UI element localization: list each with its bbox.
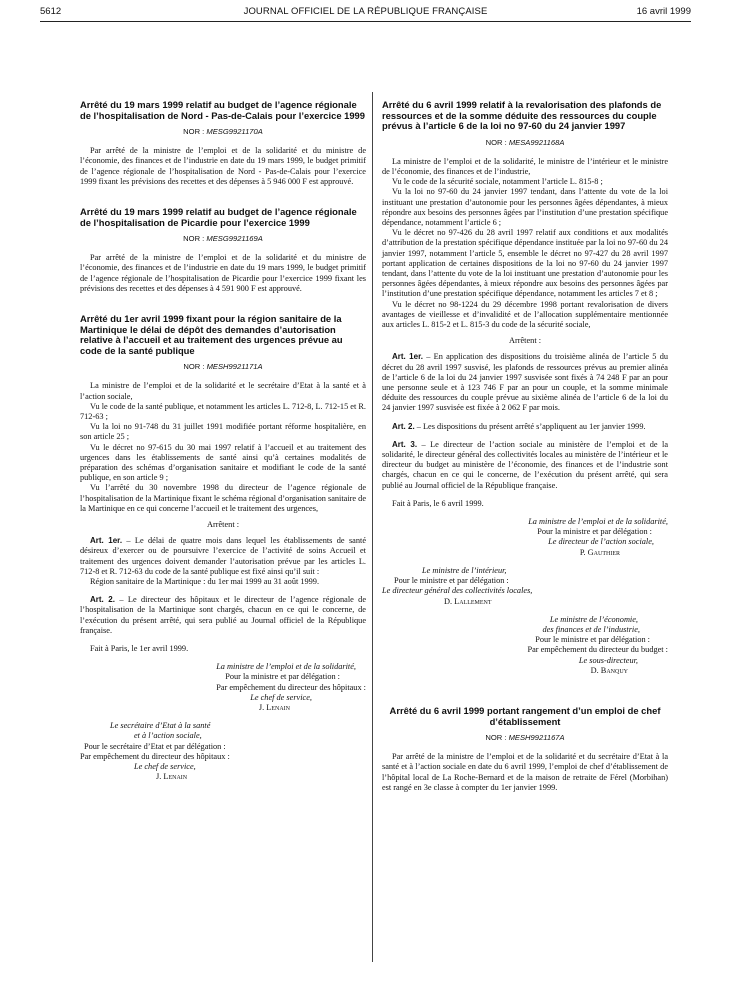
nor-prefix: NOR : bbox=[183, 127, 207, 137]
arretent-heading: Arrêtent : bbox=[508, 336, 542, 346]
article-nord-pas-de-calais bbox=[80, 100, 366, 187]
signing-place-date: Fait à Paris, le 1er avril 1999. bbox=[90, 644, 189, 654]
signature-line: Pour la ministre et par délégation : bbox=[225, 672, 340, 682]
signature-line: et à l’action sociale, bbox=[134, 731, 202, 741]
nor-prefix: NOR : bbox=[183, 234, 207, 244]
journal-title: JOURNAL OFFICIEL DE LA RÉPUBLIQUE FRANÇAISE bbox=[243, 6, 488, 17]
visa: Vu le décret no 97-426 du 28 avril 1997 relatif aux conditions et aux modalités d’attribution de la prestation spécifique dépendance instituée par la loi no 97-60 du 24 janvier 1997, notamment l’article 5, ensemble le décret no 97-427 du 28 avril 1997 portant application de certaines dispositions de la loi no 97-60 du 24 janvier 1997 tendant, dans l’attente du vote de la loi instituant une prestation d’autonomie pour les personnes âgées dépendantes, à mieux répondre aux besoins des personnes âgées par l’institution d’une prestation spécifique dépendance, notamment les articles 7 et 8 ; bbox=[382, 228, 668, 299]
nor-reference bbox=[80, 362, 366, 371]
article-label: Art. 1er. bbox=[392, 352, 423, 362]
visa: Vu la loi no 91-748 du 31 juillet 1991 modifiée portant réforme hospitalière, en son article 25 ; bbox=[80, 422, 366, 442]
signature-line: Pour le secrétaire d’Etat et par délégation : bbox=[84, 741, 226, 751]
preamble: La ministre de l’emploi et de la solidarité et le secrétaire d’Etat à la santé et à l’action sociale, bbox=[80, 381, 366, 401]
signatory-name: J. Lenain bbox=[156, 772, 188, 782]
article-title: Arrêté du 19 mars 1999 relatif au budget de l’agence régionale de l’hospitalisation de Nord - Pas-de-Calais pour l’exercice 1999 bbox=[80, 99, 365, 121]
article-martinique bbox=[80, 314, 366, 782]
nor-code: MESA9921168A bbox=[508, 137, 565, 147]
preamble: La ministre de l’emploi et de la solidarité, le ministre de l’intérieur et le ministre de l’économie, des finances et de l’industrie, bbox=[382, 156, 668, 176]
visa: Vu le code de la sécurité sociale, notamment l’article L. 815-8 ; bbox=[392, 177, 603, 187]
signature-line: La ministre de l’emploi et de la solidarité, bbox=[528, 517, 668, 527]
signature-line: Le chef de service, bbox=[134, 762, 196, 772]
article-text: – Le délai de quatre mois dans lequel les établissements de santé désireux d’exercer ou de poursuivre l’exercice de l’activité de soins Accueil et traitement des urgences doivent demander l’autorisation prévue par les articles L. 712-8 et R. 712-63 du code de la santé publique est fixé ainsi qu’il suit : bbox=[80, 536, 366, 576]
nor-code: MESH9921171A bbox=[206, 362, 263, 372]
signature-line: Le directeur général des collectivités locales, bbox=[382, 586, 533, 596]
signatory-name: J. Lenain bbox=[258, 703, 290, 713]
article-label: Art. 3. bbox=[392, 439, 418, 449]
article-title: Arrêté du 6 avril 1999 relatif à la revalorisation des plafonds de ressources et de la somme déduite des ressources du couple prévus à l’article 6 de la loi no 97-60 du 24 janvier 1997 bbox=[382, 99, 662, 132]
signature-line: des finances et de l’industrie, bbox=[542, 624, 640, 634]
article-text: – Le directeur de l’action sociale au ministère de l’emploi et de la solidarité, le directeur général des collectivités locales au ministère de l’intérieur et le directeur du budget au ministère de l’économie, des finances et de l’industrie sont chargés, chacun en ce qui le concerne, de l’exécution du présent arrêté, qui sera publié au Journal officiel de la République française. bbox=[382, 439, 669, 490]
article-body: Par arrêté de la ministre de l’emploi et de la solidarité et du ministre de l’économie, des finances et de l’industrie en date du 19 mars 1999, le budget primitif de l’agence régionale de l’hospitalisation de Nord - Pas-de-Calais pour l’exercice 1999 fixant les prévisions des recettes et des dépenses à 5 946 000 F est approuvé. bbox=[80, 146, 366, 186]
article-label: Art. 2. bbox=[90, 595, 115, 605]
article-title: Arrêté du 19 mars 1999 relatif au budget de l’agence régionale de l’hospitalisation de Picardie pour l’exercice 1999 bbox=[80, 206, 357, 228]
signature-line: Par empêchement du directeur des hôpitaux : bbox=[216, 682, 366, 692]
article-title: Arrêté du 1er avril 1999 fixant pour la région sanitaire de la Martinique le délai de dépôt des demandes d’autorisation relative à l’accueil et au traitement des urgences prévue au code de la santé publique bbox=[80, 313, 343, 356]
page-header bbox=[40, 6, 691, 22]
article-title: Arrêté du 6 avril 1999 portant rangement d’un emploi de chef d’établissement bbox=[389, 704, 661, 727]
right-column bbox=[382, 100, 668, 793]
article-picardie bbox=[80, 207, 366, 294]
article-body: Par arrêté de la ministre de l’emploi et de la solidarité et du ministre de l’économie, des finances et de l’industrie en date du 19 mars 1999, le budget primitif de l’agence régionale de l’hospitalisation de Picardie pour l’exercice 1999 fixant les prévisions des recettes et des dépenses à 4 591 900 F est approuvé. bbox=[80, 253, 366, 293]
article-rangement bbox=[382, 706, 668, 793]
nor-code: MESH9921167A bbox=[508, 733, 565, 743]
region-line: Région sanitaire de la Martinique : du 1er mai 1999 au 31 août 1999. bbox=[90, 577, 320, 587]
visa: Vu le décret no 98-1224 du 29 décembre 1998 portant revalorisation de divers avantages de vieillesse et d’invalidité et de l’allocation supplémentaire mentionnée aux articles L. 815-2 et L. 815-3 du code de la sécurité sociale, bbox=[382, 299, 668, 330]
signature-line: Le ministre de l’économie, bbox=[549, 614, 638, 624]
nor-prefix: NOR : bbox=[183, 362, 207, 372]
signature-line: Le directeur de l’action sociale, bbox=[548, 537, 654, 547]
signature-block-interieur bbox=[382, 566, 668, 607]
signature-line: Par empêchement du directeur des hôpitaux : bbox=[80, 751, 230, 761]
nor-prefix: NOR : bbox=[485, 137, 509, 147]
signature-block-secretaire bbox=[80, 721, 366, 782]
signature-line: Pour la ministre et par délégation : bbox=[537, 527, 652, 537]
visa: Vu le code de la santé publique, et notamment les articles L. 712-8, L. 712-15 et R. 712-63 ; bbox=[80, 401, 366, 421]
article-revalorisation bbox=[382, 100, 668, 676]
page-number: 5612 bbox=[40, 6, 62, 17]
article-label: Art. 1er. bbox=[90, 536, 123, 546]
signature-block-ministre bbox=[80, 662, 366, 713]
article-text: – Les dispositions du présent arrêté s’appliquent au 1er janvier 1999. bbox=[414, 421, 646, 431]
nor-code: MESG9921170A bbox=[206, 127, 263, 137]
nor-prefix: NOR : bbox=[485, 733, 509, 743]
signatory-name: P. Gauthier bbox=[579, 547, 620, 557]
signing-place-date: Fait à Paris, le 6 avril 1999. bbox=[392, 498, 484, 508]
nor-code: MESG9921169A bbox=[206, 234, 263, 244]
article-2 bbox=[382, 422, 668, 432]
article-2 bbox=[80, 595, 366, 636]
article-body: Par arrêté de la ministre de l’emploi et de la solidarité et du secrétaire d’Etat à la santé et à l’action sociale en date du 6 avril 1999, l’emploi de chef d’établissement de l’hôpital local de La Roche-Bernard et de la maison de retraite de Férel (Morbihan) est rangé en 3e classe à compter du 1er janvier 1999. bbox=[382, 752, 668, 792]
signature-block-economie bbox=[382, 615, 668, 676]
column-divider bbox=[372, 92, 373, 962]
issue-date: 16 avril 1999 bbox=[636, 6, 691, 17]
signature-block-ministre bbox=[382, 517, 668, 558]
signature-line: Le ministre de l’intérieur, bbox=[422, 565, 507, 575]
article-label: Art. 2. bbox=[392, 421, 415, 431]
signature-line: Le chef de service, bbox=[250, 692, 312, 702]
nor-reference bbox=[80, 234, 366, 243]
nor-reference bbox=[382, 733, 668, 742]
article-text: – En application des dispositions du troisième alinéa de l’article 5 du décret du 28 avril 1997 susvisé, les plafonds de ressources prévus au premier alinéa de l’article 6 de la loi du 24 janvier 1997 susvisée sont fixés à 74 248 F par an pour une personne seule et à 123 746 F par an pour un couple, et la somme minimale déduite des ressources du couple prévue au sixième alinéa de l’article 6 de la loi du 24 janvier 1997 susvisée est fixée à 2 062 F par mois. bbox=[382, 352, 669, 413]
article-1 bbox=[80, 536, 366, 577]
signature-line: La ministre de l’emploi et de la solidarité, bbox=[216, 662, 356, 672]
article-1 bbox=[382, 352, 668, 413]
signature-line: Par empêchement du directeur du budget : bbox=[527, 645, 668, 655]
signature-line: Pour le ministre et par délégation : bbox=[394, 576, 509, 586]
nor-reference bbox=[80, 127, 366, 136]
visa: Vu l’arrêté du 30 novembre 1998 du directeur de l’agence régionale de l’hospitalisation de la Martinique fixant le schéma régional d’organisation sanitaire de la Martinique en ce qui concerne l’accueil et le traitement des urgences, bbox=[80, 483, 367, 513]
signature-line: Le secrétaire d’Etat à la santé bbox=[110, 721, 211, 731]
visa: Vu la loi no 97-60 du 24 janvier 1997 tendant, dans l’attente du vote de la loi instituant une prestation d’autonomie pour les personnes âgées dépendantes, à mieux répondre aux besoins des personnes âgées par l’institution d’une prestation spécifique dépendance, notamment l’article 6 ; bbox=[382, 187, 668, 227]
arretent-heading: Arrêtent : bbox=[206, 520, 240, 530]
signatory-name: D. Lallement bbox=[444, 596, 492, 606]
left-column bbox=[80, 100, 366, 782]
signatory-name: D. Banquy bbox=[590, 665, 628, 675]
article-text: – Le directeur des hôpitaux et le directeur de l’agence régionale de l’hospitalisation de la Martinique sont chargés, chacun en ce qui le concerne, de l’exécution du présent arrêté, qui sera publié au Journal officiel de la République française. bbox=[80, 595, 367, 635]
signature-line: Pour le ministre et par délégation : bbox=[535, 635, 650, 645]
header-rule bbox=[40, 21, 691, 22]
signature-line: Le sous-directeur, bbox=[578, 655, 638, 665]
article-3 bbox=[382, 440, 668, 491]
visa: Vu le décret no 97-615 du 30 mai 1997 relatif à l’accueil et au traitement des urgences dans les établissements de santé ainsi qu’à certaines modalités de préparation des schémas d’organisation sanitaire et modifiant le code de la santé publique, en son article 9 ; bbox=[80, 442, 366, 483]
nor-reference bbox=[382, 138, 668, 147]
